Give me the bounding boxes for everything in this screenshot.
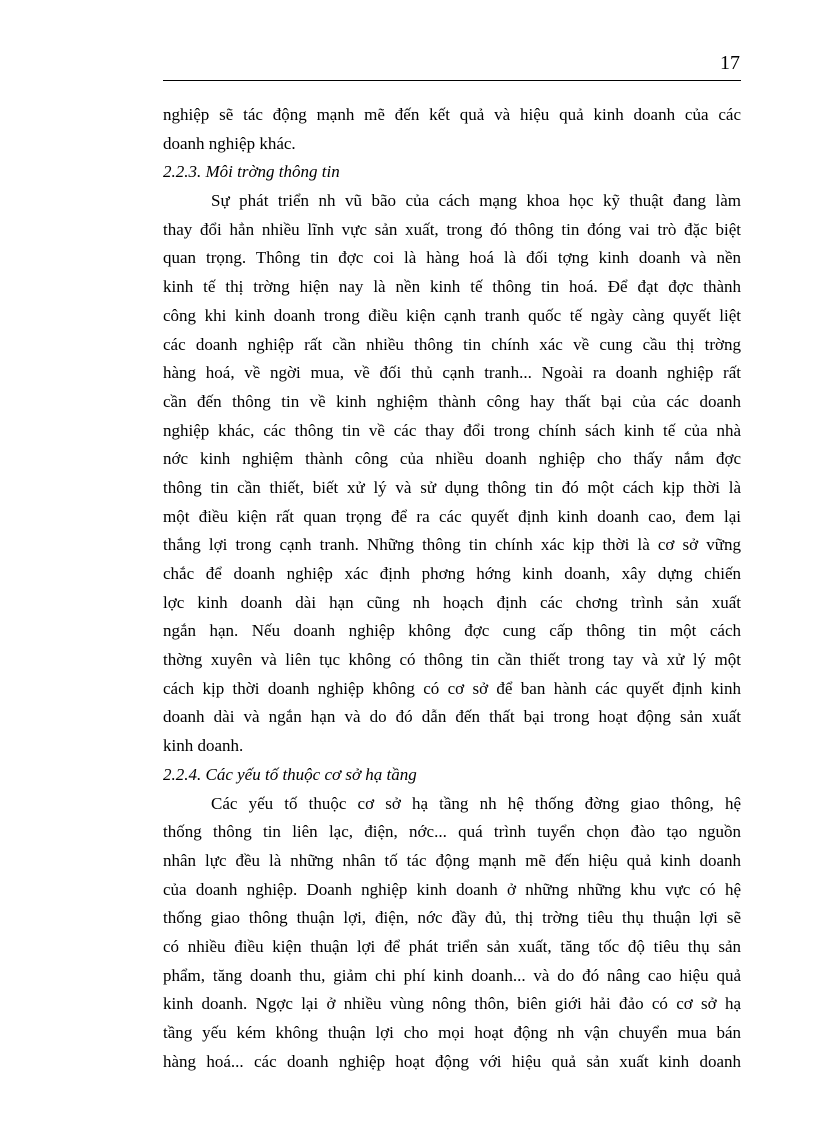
text-line: ngắn hạn. Nếu doanh nghiệp không đợc cung cấp thông tin một cách (163, 621, 741, 641)
section-heading-infrastructure: 2.2.4. Các yếu tố thuộc cơ sở hạ tầng (163, 764, 417, 784)
text-line: một điều kiện rất quan trọng để ra các quyết định kinh doanh cao, đem lại (163, 506, 741, 526)
text-line: nớc kinh nghiệm thành công của nhiều doanh nghiệp cho thấy nắm đợc (163, 449, 741, 469)
text-line: có nhiều điều kiện thuận lợi để phát triển sản xuất, tăng tốc độ tiêu thụ sản (163, 936, 741, 956)
text-line: hàng hoá... các doanh nghiệp hoạt động với hiệu quả sản xuất kinh doanh (163, 1051, 741, 1071)
paragraph-continuation (163, 101, 741, 158)
text-line: nghiệp khác, các thông tin về các thay đổi trong chính sách kinh tế của nhà (163, 420, 741, 440)
text-line: doanh nghiệp khác. (163, 133, 296, 153)
text-line: thống giao thông thuận lợi, điện, nớc đầy đủ, thị trờng tiêu thụ thuận lợi sẽ (163, 908, 741, 928)
text-line: của doanh nghiệp. Doanh nghiệp kinh doanh ở những những khu vực có hệ (163, 879, 741, 899)
section-heading-information-environment: 2.2.3. Môi trờng thông tin (163, 162, 340, 182)
text-line: doanh dài và ngắn hạn và do đó dẫn đến thất bại trong hoạt động sản xuất (163, 707, 741, 727)
text-line: thắng lợi trong cạnh tranh. Những thông tin chính xác kịp thời là cơ sở vững (163, 535, 741, 555)
text-line: thay đổi hẳn nhiều lĩnh vực sản xuất, trong đó thông tin đóng vai trò đặc biệt (163, 219, 741, 239)
text-line: hàng hoá, về ngời mua, về đối thủ cạnh tranh... Ngoài ra doanh nghiệp rất (163, 363, 741, 383)
text-line: quan trọng. Thông tin đợc coi là hàng hoá là đối tợng kinh doanh và nền (163, 248, 741, 268)
text-line: các doanh nghiệp rất cần nhiều thông tin chính xác về cung cầu thị trờng (163, 334, 741, 354)
text-line: cách kịp thời doanh nghiệp không có cơ sở để ban hành các quyết định kinh (163, 678, 741, 698)
text-line: kinh tế thị trờng hiện nay là nền kinh tế thông tin hoá. Để đạt đợc thành (163, 277, 741, 297)
text-line: Sự phát triển nh vũ bão của cách mạng khoa học kỹ thuật đang làm (211, 191, 741, 211)
paragraph-information-environment (163, 187, 741, 761)
text-line: kinh doanh. Ngợc lại ở nhiều vùng nông thôn, biên giới hải đảo có cơ sở hạ (163, 994, 741, 1014)
text-line: Các yếu tố thuộc cơ sở hạ tầng nh hệ thống đờng giao thông, hệ (211, 793, 741, 813)
text-line: kinh doanh. (163, 736, 244, 756)
header-rule (163, 80, 741, 81)
text-line: cần đến thông tin về kinh nghiệm thành công hay thất bại của các doanh (163, 391, 741, 411)
text-line: tầng yếu kém không thuận lợi cho mọi hoạt động nh vận chuyển mua bán (163, 1023, 741, 1042)
text-line: nghiệp sẽ tác động mạnh mẽ đến kết quả và hiệu quả kinh doanh của các (163, 105, 741, 124)
text-line: nhân lực đều là những nhân tố tác động mạnh mẽ đến hiệu quả kinh doanh (163, 850, 741, 870)
text-line: thông tin cần thiết, biết xử lý và sử dụng thông tin đó một cách kịp thời là (163, 477, 741, 497)
text-line: công khi kinh doanh trong điều kiện cạnh tranh quốc tế ngày càng quyết liệt (163, 305, 741, 325)
text-line: chắc để doanh nghiệp xác định phơng hớng kinh doanh, xây dựng chiến (163, 564, 741, 583)
text-line: thống thông tin liên lạc, điện, nớc... quá trình tuyển chọn đào tạo nguồn (163, 822, 741, 842)
paragraph-infrastructure (163, 790, 741, 1077)
text-line: thờng xuyên và liên tục không có thông tin cần thiết trong tay và xử lý một (163, 650, 741, 670)
text-line: phẩm, tăng doanh thu, giảm chi phí kinh doanh... và do đó nâng cao hiệu quả (163, 965, 741, 985)
page-number: 17 (720, 52, 740, 74)
text-line: lợc kinh doanh dài hạn cũng nh hoạch định các chơng trình sản xuất (163, 592, 741, 612)
document-body (163, 101, 741, 1076)
